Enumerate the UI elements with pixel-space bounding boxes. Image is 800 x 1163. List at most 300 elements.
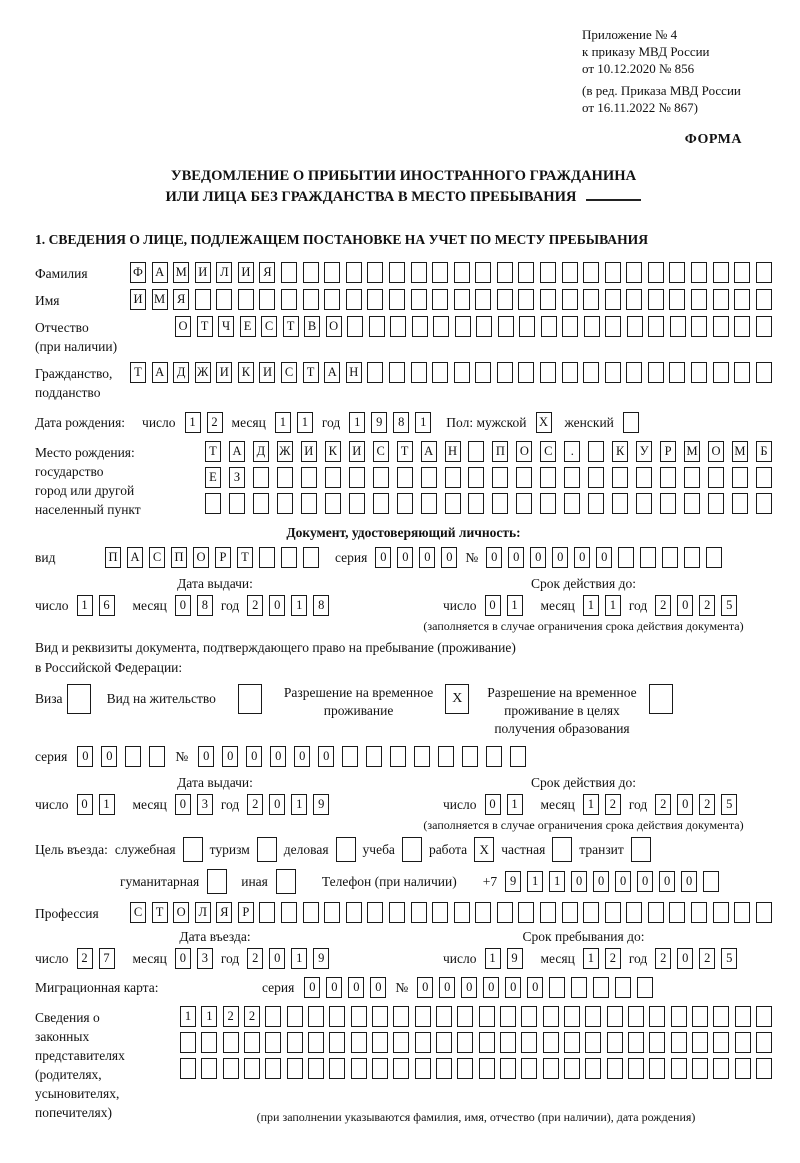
char-cell[interactable]: 1 [297, 412, 313, 433]
char-cell[interactable] [244, 1032, 260, 1053]
char-cell[interactable]: 0 [326, 977, 342, 998]
char-cell[interactable] [277, 493, 293, 514]
char-cell[interactable]: 0 [419, 547, 435, 568]
char-cell[interactable] [516, 493, 532, 514]
char-cell[interactable] [669, 362, 685, 383]
char-cell[interactable] [468, 493, 484, 514]
char-cell[interactable]: 1 [507, 794, 523, 815]
char-cell[interactable] [393, 1006, 409, 1027]
char-cell[interactable]: 1 [180, 1006, 196, 1027]
char-cell[interactable] [351, 1058, 367, 1079]
char-cell[interactable] [475, 902, 491, 923]
char-cell[interactable]: 0 [677, 948, 693, 969]
char-cell[interactable] [564, 1058, 580, 1079]
char-cell[interactable]: К [325, 441, 341, 462]
char-cell[interactable]: 2 [207, 412, 223, 433]
char-cell[interactable]: 1 [349, 412, 365, 433]
char-cell[interactable] [180, 1058, 196, 1079]
char-cell[interactable]: Т [205, 441, 221, 462]
char-cell[interactable] [393, 1058, 409, 1079]
char-cell[interactable] [756, 362, 772, 383]
char-cell[interactable] [389, 362, 405, 383]
char-cell[interactable] [436, 1058, 452, 1079]
char-cell[interactable] [303, 547, 319, 568]
char-cell[interactable] [649, 1058, 665, 1079]
char-cell[interactable]: Д [253, 441, 269, 462]
char-cell[interactable]: Н [445, 441, 461, 462]
char-cell[interactable] [415, 1006, 431, 1027]
char-cell[interactable] [756, 316, 772, 337]
char-cell[interactable] [195, 289, 211, 310]
char-cell[interactable] [756, 902, 772, 923]
char-cell[interactable] [713, 902, 729, 923]
char-cell[interactable] [564, 1032, 580, 1053]
char-cell[interactable] [735, 1032, 751, 1053]
char-cell[interactable]: 0 [222, 746, 238, 767]
char-cell[interactable] [180, 1032, 196, 1053]
char-cell[interactable] [475, 362, 491, 383]
char-cell[interactable] [415, 1032, 431, 1053]
char-cell[interactable]: 2 [655, 948, 671, 969]
char-cell[interactable] [492, 493, 508, 514]
char-cell[interactable]: 0 [375, 547, 391, 568]
char-cell[interactable] [583, 289, 599, 310]
char-cell[interactable] [497, 902, 513, 923]
char-cell[interactable]: 0 [348, 977, 364, 998]
char-cell[interactable] [287, 1032, 303, 1053]
char-cell[interactable] [540, 289, 556, 310]
char-cell[interactable] [543, 1058, 559, 1079]
char-cell[interactable] [421, 467, 437, 488]
char-cell[interactable] [516, 467, 532, 488]
char-cell[interactable] [662, 547, 678, 568]
char-cell[interactable] [287, 1058, 303, 1079]
char-cell[interactable] [612, 467, 628, 488]
char-cell[interactable]: 0 [246, 746, 262, 767]
char-cell[interactable] [201, 1032, 217, 1053]
char-cell[interactable] [349, 467, 365, 488]
char-cell[interactable]: 0 [270, 746, 286, 767]
char-cell[interactable] [497, 289, 513, 310]
char-cell[interactable]: Р [238, 902, 254, 923]
char-cell[interactable]: А [229, 441, 245, 462]
char-cell[interactable] [734, 289, 750, 310]
char-cell[interactable]: 1 [583, 794, 599, 815]
char-cell[interactable] [671, 1058, 687, 1079]
char-cell[interactable] [671, 1006, 687, 1027]
char-cell[interactable] [585, 1058, 601, 1079]
char-cell[interactable]: 9 [507, 948, 523, 969]
char-cell[interactable] [500, 1006, 516, 1027]
char-cell[interactable]: И [238, 262, 254, 283]
char-cell[interactable] [397, 493, 413, 514]
char-cell[interactable] [562, 262, 578, 283]
char-cell[interactable]: Е [240, 316, 256, 337]
char-cell[interactable] [713, 262, 729, 283]
char-cell[interactable] [649, 684, 673, 714]
char-cell[interactable] [445, 467, 461, 488]
char-cell[interactable]: 2 [699, 595, 715, 616]
char-cell[interactable] [351, 1032, 367, 1053]
char-cell[interactable]: У [636, 441, 652, 462]
char-cell[interactable] [541, 316, 557, 337]
char-cell[interactable] [583, 262, 599, 283]
char-cell[interactable]: З [229, 467, 245, 488]
char-cell[interactable] [259, 902, 275, 923]
char-cell[interactable] [640, 547, 656, 568]
char-cell[interactable] [540, 362, 556, 383]
char-cell[interactable]: Ф [130, 262, 146, 283]
char-cell[interactable]: 0 [397, 547, 413, 568]
char-cell[interactable]: 0 [505, 977, 521, 998]
char-cell[interactable] [703, 871, 719, 892]
char-cell[interactable]: В [304, 316, 320, 337]
char-cell[interactable]: Т [130, 362, 146, 383]
char-cell[interactable] [454, 262, 470, 283]
char-cell[interactable]: 0 [101, 746, 117, 767]
char-cell[interactable]: 8 [313, 595, 329, 616]
char-cell[interactable] [756, 262, 772, 283]
char-cell[interactable]: 0 [294, 746, 310, 767]
char-cell[interactable]: О [516, 441, 532, 462]
char-cell[interactable]: А [152, 362, 168, 383]
char-cell[interactable] [455, 316, 471, 337]
char-cell[interactable] [627, 316, 643, 337]
char-cell[interactable]: 0 [269, 794, 285, 815]
char-cell[interactable] [564, 493, 580, 514]
char-cell[interactable] [462, 746, 478, 767]
char-cell[interactable] [669, 289, 685, 310]
char-cell[interactable] [329, 1032, 345, 1053]
char-cell[interactable]: 1 [549, 871, 565, 892]
char-cell[interactable]: 2 [247, 794, 263, 815]
char-cell[interactable] [367, 289, 383, 310]
char-cell[interactable]: 0 [483, 977, 499, 998]
char-cell[interactable] [732, 467, 748, 488]
char-cell[interactable] [636, 493, 652, 514]
char-cell[interactable] [626, 289, 642, 310]
char-cell[interactable] [372, 1032, 388, 1053]
char-cell[interactable]: 0 [677, 794, 693, 815]
char-cell[interactable] [349, 493, 365, 514]
char-cell[interactable] [253, 493, 269, 514]
char-cell[interactable]: П [105, 547, 121, 568]
char-cell[interactable]: П [171, 547, 187, 568]
char-cell[interactable] [543, 1032, 559, 1053]
char-cell[interactable] [390, 746, 406, 767]
char-cell[interactable] [628, 1058, 644, 1079]
char-cell[interactable] [564, 467, 580, 488]
char-cell[interactable]: 0 [441, 547, 457, 568]
char-cell[interactable] [692, 1032, 708, 1053]
char-cell[interactable]: Т [397, 441, 413, 462]
char-cell[interactable] [125, 746, 141, 767]
char-cell[interactable]: 0 [637, 871, 653, 892]
char-cell[interactable] [571, 977, 587, 998]
char-cell[interactable]: 0 [77, 746, 93, 767]
char-cell[interactable] [607, 1058, 623, 1079]
char-cell[interactable] [500, 1032, 516, 1053]
char-cell[interactable] [454, 362, 470, 383]
char-cell[interactable]: Я [216, 902, 232, 923]
char-cell[interactable] [411, 289, 427, 310]
char-cell[interactable] [411, 262, 427, 283]
char-cell[interactable] [438, 746, 454, 767]
char-cell[interactable] [518, 262, 534, 283]
char-cell[interactable] [708, 493, 724, 514]
char-cell[interactable] [706, 547, 722, 568]
char-cell[interactable]: И [259, 362, 275, 383]
char-cell[interactable]: И [195, 262, 211, 283]
char-cell[interactable] [607, 1032, 623, 1053]
char-cell[interactable]: 1 [583, 948, 599, 969]
char-cell[interactable] [713, 1058, 729, 1079]
char-cell[interactable]: 2 [699, 794, 715, 815]
char-cell[interactable]: 2 [223, 1006, 239, 1027]
char-cell[interactable]: Е [205, 467, 221, 488]
char-cell[interactable] [584, 316, 600, 337]
char-cell[interactable] [648, 262, 664, 283]
char-cell[interactable] [492, 467, 508, 488]
char-cell[interactable] [486, 746, 502, 767]
char-cell[interactable]: 7 [99, 948, 115, 969]
char-cell[interactable]: 0 [571, 871, 587, 892]
char-cell[interactable] [324, 902, 340, 923]
char-cell[interactable] [367, 262, 383, 283]
char-cell[interactable]: 5 [721, 595, 737, 616]
char-cell[interactable] [432, 902, 448, 923]
char-cell[interactable] [735, 1006, 751, 1027]
char-cell[interactable] [649, 1032, 665, 1053]
char-cell[interactable]: И [216, 362, 232, 383]
char-cell[interactable] [397, 467, 413, 488]
char-cell[interactable] [583, 362, 599, 383]
char-cell[interactable]: 0 [175, 948, 191, 969]
char-cell[interactable] [479, 1006, 495, 1027]
char-cell[interactable] [373, 493, 389, 514]
char-cell[interactable] [756, 1032, 772, 1053]
char-cell[interactable]: А [421, 441, 437, 462]
char-cell[interactable] [605, 262, 621, 283]
char-cell[interactable] [433, 316, 449, 337]
char-cell[interactable]: 0 [175, 794, 191, 815]
char-cell[interactable]: 0 [77, 794, 93, 815]
char-cell[interactable] [281, 902, 297, 923]
char-cell[interactable] [347, 316, 363, 337]
char-cell[interactable] [457, 1032, 473, 1053]
char-cell[interactable]: 0 [615, 871, 631, 892]
char-cell[interactable] [390, 316, 406, 337]
char-cell[interactable] [415, 1058, 431, 1079]
char-cell[interactable]: 1 [77, 595, 93, 616]
char-cell[interactable]: О [326, 316, 342, 337]
char-cell[interactable] [628, 1006, 644, 1027]
char-cell[interactable]: 2 [605, 948, 621, 969]
char-cell[interactable]: 2 [699, 948, 715, 969]
char-cell[interactable]: 1 [507, 595, 523, 616]
char-cell[interactable]: М [732, 441, 748, 462]
char-cell[interactable] [615, 977, 631, 998]
char-cell[interactable]: 2 [655, 794, 671, 815]
char-cell[interactable]: 0 [596, 547, 612, 568]
char-cell[interactable] [253, 467, 269, 488]
char-cell[interactable] [500, 1058, 516, 1079]
char-cell[interactable] [562, 289, 578, 310]
char-cell[interactable]: 0 [461, 977, 477, 998]
char-cell[interactable] [713, 362, 729, 383]
char-cell[interactable]: 0 [198, 746, 214, 767]
char-cell[interactable] [735, 1058, 751, 1079]
char-cell[interactable]: 1 [291, 595, 307, 616]
char-cell[interactable] [336, 837, 356, 862]
char-cell[interactable]: 1 [583, 595, 599, 616]
char-cell[interactable]: 0 [659, 871, 675, 892]
char-cell[interactable] [691, 362, 707, 383]
char-cell[interactable]: 3 [197, 794, 213, 815]
char-cell[interactable] [521, 1032, 537, 1053]
char-cell[interactable]: 8 [393, 412, 409, 433]
char-cell[interactable]: Т [152, 902, 168, 923]
char-cell[interactable] [468, 467, 484, 488]
char-cell[interactable]: П [492, 441, 508, 462]
char-cell[interactable] [670, 316, 686, 337]
char-cell[interactable]: 0 [508, 547, 524, 568]
char-cell[interactable]: 1 [605, 595, 621, 616]
char-cell[interactable]: И [130, 289, 146, 310]
char-cell[interactable] [734, 316, 750, 337]
char-cell[interactable]: 1 [415, 412, 431, 433]
char-cell[interactable]: 1 [275, 412, 291, 433]
char-cell[interactable] [207, 869, 227, 894]
char-cell[interactable] [585, 1032, 601, 1053]
char-cell[interactable] [732, 493, 748, 514]
char-cell[interactable] [564, 1006, 580, 1027]
char-cell[interactable] [389, 289, 405, 310]
char-cell[interactable]: Ж [195, 362, 211, 383]
char-cell[interactable]: 1 [185, 412, 201, 433]
char-cell[interactable]: А [127, 547, 143, 568]
char-cell[interactable] [216, 289, 232, 310]
char-cell[interactable] [324, 289, 340, 310]
char-cell[interactable] [734, 362, 750, 383]
char-cell[interactable] [432, 262, 448, 283]
char-cell[interactable] [308, 1058, 324, 1079]
char-cell[interactable] [518, 362, 534, 383]
char-cell[interactable] [713, 1032, 729, 1053]
char-cell[interactable] [287, 1006, 303, 1027]
char-cell[interactable] [756, 289, 772, 310]
char-cell[interactable] [351, 1006, 367, 1027]
char-cell[interactable]: 3 [197, 948, 213, 969]
char-cell[interactable] [605, 902, 621, 923]
char-cell[interactable] [457, 1006, 473, 1027]
char-cell[interactable] [265, 1058, 281, 1079]
char-cell[interactable]: 0 [175, 595, 191, 616]
char-cell[interactable] [510, 746, 526, 767]
char-cell[interactable] [713, 1006, 729, 1027]
char-cell[interactable] [605, 316, 621, 337]
char-cell[interactable]: М [173, 262, 189, 283]
char-cell[interactable] [549, 977, 565, 998]
char-cell[interactable]: К [238, 362, 254, 383]
char-cell[interactable] [436, 1032, 452, 1053]
char-cell[interactable]: О [173, 902, 189, 923]
char-cell[interactable] [259, 289, 275, 310]
char-cell[interactable]: 2 [244, 1006, 260, 1027]
char-cell[interactable]: И [301, 441, 317, 462]
char-cell[interactable] [684, 493, 700, 514]
char-cell[interactable] [257, 837, 277, 862]
char-cell[interactable] [238, 289, 254, 310]
char-cell[interactable] [367, 902, 383, 923]
char-cell[interactable] [648, 362, 664, 383]
char-cell[interactable]: Т [237, 547, 253, 568]
char-cell[interactable]: 0 [417, 977, 433, 998]
char-cell[interactable]: Я [173, 289, 189, 310]
char-cell[interactable] [432, 362, 448, 383]
char-cell[interactable] [183, 837, 203, 862]
char-cell[interactable]: 0 [677, 595, 693, 616]
char-cell[interactable] [628, 1032, 644, 1053]
char-cell[interactable] [421, 493, 437, 514]
char-cell[interactable]: 0 [304, 977, 320, 998]
char-cell[interactable] [367, 362, 383, 383]
char-cell[interactable] [518, 902, 534, 923]
char-cell[interactable] [223, 1058, 239, 1079]
char-cell[interactable] [411, 902, 427, 923]
char-cell[interactable] [301, 493, 317, 514]
char-cell[interactable]: 0 [269, 948, 285, 969]
char-cell[interactable] [373, 467, 389, 488]
char-cell[interactable]: 8 [197, 595, 213, 616]
char-cell[interactable] [475, 289, 491, 310]
char-cell[interactable] [648, 289, 664, 310]
char-cell[interactable] [281, 262, 297, 283]
char-cell[interactable] [277, 467, 293, 488]
char-cell[interactable] [583, 902, 599, 923]
char-cell[interactable] [669, 262, 685, 283]
char-cell[interactable]: К [612, 441, 628, 462]
char-cell[interactable]: 1 [99, 794, 115, 815]
char-cell[interactable]: М [152, 289, 168, 310]
char-cell[interactable] [329, 1058, 345, 1079]
char-cell[interactable] [205, 493, 221, 514]
char-cell[interactable]: О [193, 547, 209, 568]
char-cell[interactable] [618, 547, 634, 568]
char-cell[interactable]: . [564, 441, 580, 462]
char-cell[interactable]: 2 [605, 794, 621, 815]
char-cell[interactable] [468, 441, 484, 462]
char-cell[interactable] [543, 1006, 559, 1027]
char-cell[interactable]: X [536, 412, 552, 433]
char-cell[interactable] [660, 493, 676, 514]
char-cell[interactable] [691, 262, 707, 283]
char-cell[interactable] [692, 1006, 708, 1027]
char-cell[interactable] [393, 1032, 409, 1053]
char-cell[interactable]: О [708, 441, 724, 462]
char-cell[interactable]: 1 [201, 1006, 217, 1027]
char-cell[interactable] [436, 1006, 452, 1027]
char-cell[interactable] [691, 316, 707, 337]
char-cell[interactable]: 2 [247, 595, 263, 616]
char-cell[interactable] [201, 1058, 217, 1079]
char-cell[interactable]: 0 [530, 547, 546, 568]
char-cell[interactable] [475, 262, 491, 283]
char-cell[interactable]: 2 [655, 595, 671, 616]
char-cell[interactable] [626, 362, 642, 383]
char-cell[interactable] [281, 547, 297, 568]
char-cell[interactable]: 0 [318, 746, 334, 767]
